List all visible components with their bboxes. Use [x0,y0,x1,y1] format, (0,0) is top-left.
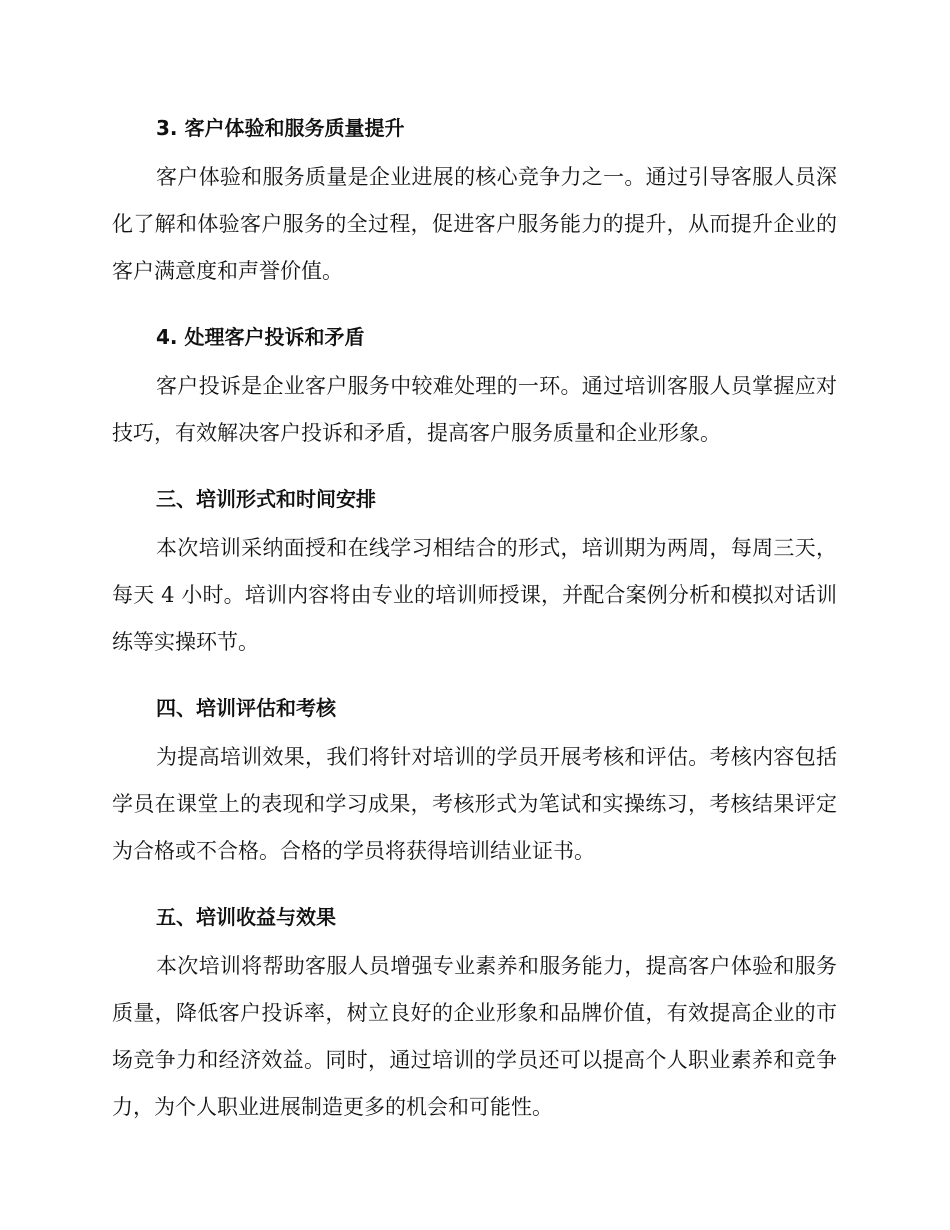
section-heading-complaint-handling: 4. 处理客户投诉和矛盾 [156,325,365,349]
section-heading-training-format: 三、培训形式和时间安排 [156,487,376,511]
section-paragraph-evaluation: 为提高培训效果，我们将针对培训的学员开展考核和评估。考核内容包括学员在课堂上的表现和学习成果，考核形式为笔试和实操练习，考核结果评定为合格或不合格。合格的学员将获得培训结业证书。 [112,745,837,863]
document-body [112,110,837,1131]
section-heading-evaluation: 四、培训评估和考核 [156,696,336,720]
section-paragraph-training-format: 本次培训采纳面授和在线学习相结合的形式，培训期为两周，每周三天，每天 4 小时。培训内容将由专业的培训师授课，并配合案例分析和模拟对话训练等实操环节。 [112,536,837,654]
section-heading-benefits: 五、培训收益与效果 [156,905,336,929]
section-paragraph-benefits: 本次培训将帮助客服人员增强专业素养和服务能力，提高客户体验和服务质量，降低客户投诉率，树立良好的企业形象和品牌价值，有效提高企业的市场竞争力和经济效益。同时，通过培训的学员还可以提高个人职业素养和竞争力，为个人职业进展制造更多的机会和可能性。 [112,954,837,1119]
section-heading-customer-experience: 3. 客户体验和服务质量提升 [156,116,405,140]
section-paragraph-complaint-handling: 客户投诉是企业客户服务中较难处理的一环。通过培训客服人员掌握应对技巧，有效解决客户投诉和矛盾，提高客户服务质量和企业形象。 [112,374,837,445]
section-paragraph-customer-experience: 客户体验和服务质量是企业进展的核心竞争力之一。通过引导客服人员深化了解和体验客户服务的全过程，促进客户服务能力的提升，从而提升企业的客户满意度和声誉价值。 [112,165,837,283]
